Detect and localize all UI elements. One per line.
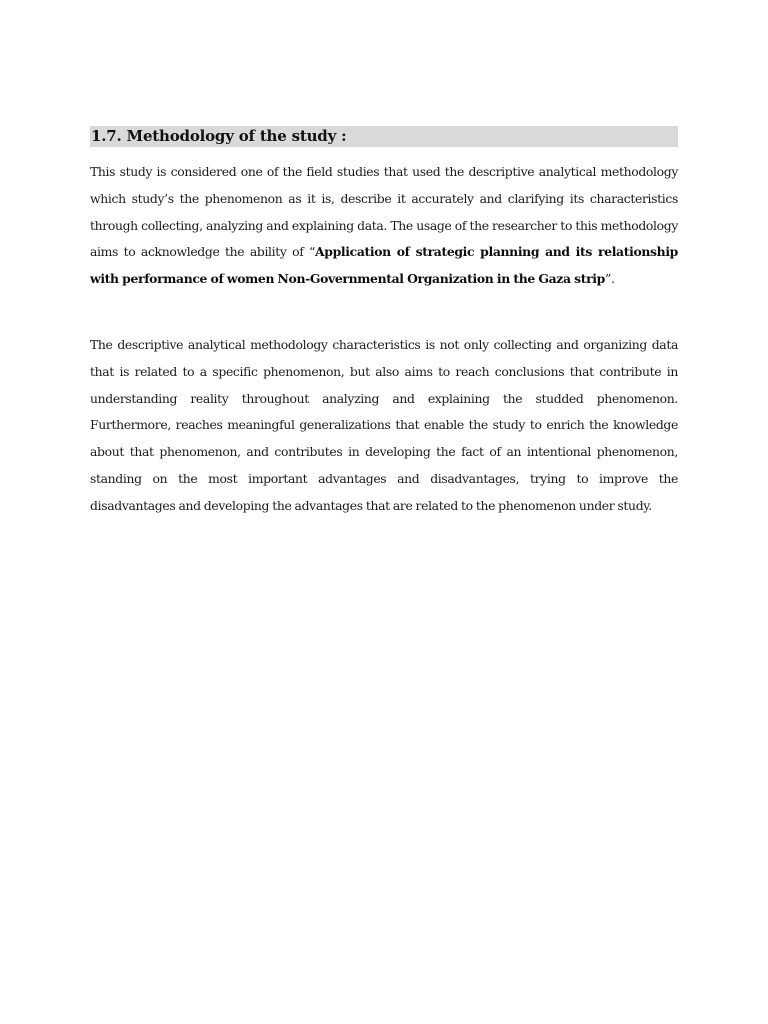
paragraph-2: The descriptive analytical methodology characteristics is not only collecting and organizing data that is related to a specific phenomenon, but also aims to reach conclusions that contribute in understanding reality throughout analyzing and explaining the studded phenomenon. Furthermore, reaches meaningful generalizations that enable the study to enrich the knowledge about that phenomenon, and contributes in developing the fact of an intentional phenomenon, standing on the most important advantages and disadvantages, trying to improve the disadvantages and developing the advantages that are related to the phenomenon under study. — [90, 337, 678, 513]
paragraph-1-emphasis: Application of strategic planning and its relationship with performance of women Non-Governmental Organization in the Gaza strip — [90, 244, 678, 287]
paragraph-1-intro: This study is considered one of the field studies that used the descriptive analytical methodology which study’s the phenomenon as it is, describe it accurately and clarifying its characteristics through collecting, analyzing and explaining data. The usage of the researcher to this methodology aims to acknowledge the ability of “ — [90, 164, 678, 260]
paragraph-1 — [90, 159, 678, 293]
paragraph-1-closing: ”. — [604, 271, 615, 287]
section-heading: 1.7. Methodology of the study : — [91, 127, 347, 145]
